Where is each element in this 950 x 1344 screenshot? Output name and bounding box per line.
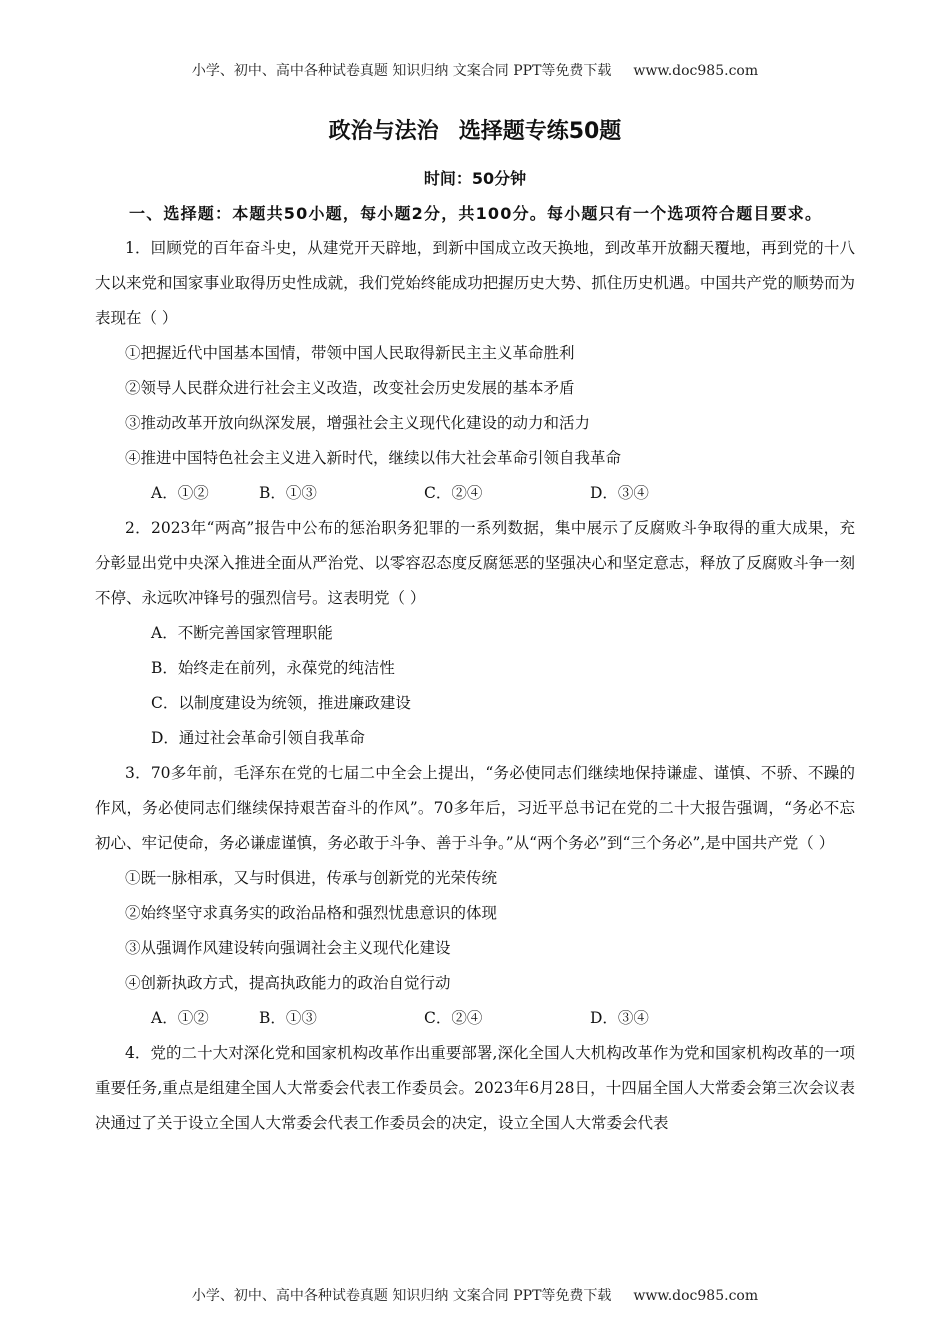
- question-1-statement: ④推进中国特色社会主义进入新时代，继续以伟大社会革命引领自我革命: [125, 449, 622, 467]
- footer-site-link[interactable]: www.doc985.com: [633, 1288, 759, 1304]
- option-d: D．③④: [590, 484, 649, 502]
- footer-text: 小学、初中、高中各种试卷真题 知识归纳 文案合同 PPT等免费下载: [191, 1288, 612, 1304]
- question-4-stem: 4．党的二十大对深化党和国家机构改革作出重要部署,深化全国人大机构改革作为党和国家机构改革的一项重要任务,重点是组建全国人大常委会代表工作委员会。2023年6月28日，十四届全国人大常委会第三次会议表决通过了关于设立全国人大常委会代表工作委员会的决定，设立全国人大常委会代表: [95, 1044, 855, 1132]
- question-3-statement: ②始终坚守求真务实的政治品格和强烈忧患意识的体现: [125, 904, 498, 922]
- question-3-statement: ③从强调作风建设转向强调社会主义现代化建设: [125, 939, 451, 957]
- question-content: [95, 196, 855, 1141]
- question-3-stem: 3．70多年前，毛泽东在党的七届二中全会上提出，“务必使同志们继续地保持谦虚、谨慎、不骄、不躁的作风，务必使同志们继续保持艰苦奋斗的作风”。70多年后，习近平总书记在党的二十大报告强调，“务必不忘初心、牢记使命，务必谦虚谨慎，务必敢于斗争、善于斗争。”从“两个务必”到“三个务必”,是中国共产党（ ）: [95, 764, 855, 852]
- option-c: C．②④: [424, 1009, 483, 1027]
- option-c: C．②④: [424, 484, 483, 502]
- option-b: B．①③: [259, 1009, 317, 1027]
- option-c: C．以制度建设为统领，推进廉政建设: [151, 694, 411, 712]
- question-3-options: [95, 1001, 855, 1036]
- title-part-2: 选择题专练50题: [458, 119, 622, 144]
- option-a: A．①②: [151, 484, 209, 502]
- option-a: A．不断完善国家管理职能: [151, 624, 333, 642]
- option-a: A．①②: [151, 1009, 209, 1027]
- header-site-link[interactable]: www.doc985.com: [633, 63, 759, 79]
- option-d: D．③④: [590, 1009, 649, 1027]
- question-1-options: [95, 476, 855, 511]
- option-b: B．始终走在前列，永葆党的纯洁性: [151, 659, 395, 677]
- question-1-statement: ③推动改革开放向纵深发展，增强社会主义现代化建设的动力和活力: [125, 414, 591, 432]
- page-title: [0, 114, 950, 145]
- page-header: [0, 60, 950, 80]
- option-d: D．通过社会革命引领自我革命: [151, 729, 365, 747]
- header-text: 小学、初中、高中各种试卷真题 知识归纳 文案合同 PPT等免费下载: [191, 63, 612, 79]
- question-1-stem: 1．回顾党的百年奋斗史，从建党开天辟地，到新中国成立改天换地，到改革开放翻天覆地，再到党的十八大以来党和国家事业取得历史性成就，我们党始终能成功把握历史大势、抓住历史机遇。中国共产党的顺势而为表现在（ ）: [95, 239, 855, 327]
- question-2-stem: 2．2023年“两高”报告中公布的惩治职务犯罪的一系列数据，集中展示了反腐败斗争取得的重大成果，充分彰显出党中央深入推进全面从严治党、以零容忍态度反腐惩恶的坚强决心和坚定意志，释放了反腐败斗争一刻不停、永远吹冲锋号的强烈信号。这表明党（ ）: [95, 519, 855, 607]
- question-3-statement: ④创新执政方式，提高执政能力的政治自觉行动: [125, 974, 451, 992]
- section-heading: 一、选择题：本题共50小题，每小题2分，共100分。每小题只有一个选项符合题目要求。: [129, 204, 823, 223]
- option-b: B．①③: [259, 484, 317, 502]
- time-limit: 时间：50分钟: [423, 169, 527, 188]
- question-3-statement: ①既一脉相承，又与时俱进，传承与创新党的光荣传统: [125, 869, 498, 887]
- question-1-statement: ②领导人民群众进行社会主义改造，改变社会历史发展的基本矛盾: [125, 379, 575, 397]
- question-1-statement: ①把握近代中国基本国情，带领中国人民取得新民主主义革命胜利: [125, 344, 575, 362]
- page-footer: [0, 1285, 950, 1305]
- title-part-1: 政治与法治: [328, 119, 439, 144]
